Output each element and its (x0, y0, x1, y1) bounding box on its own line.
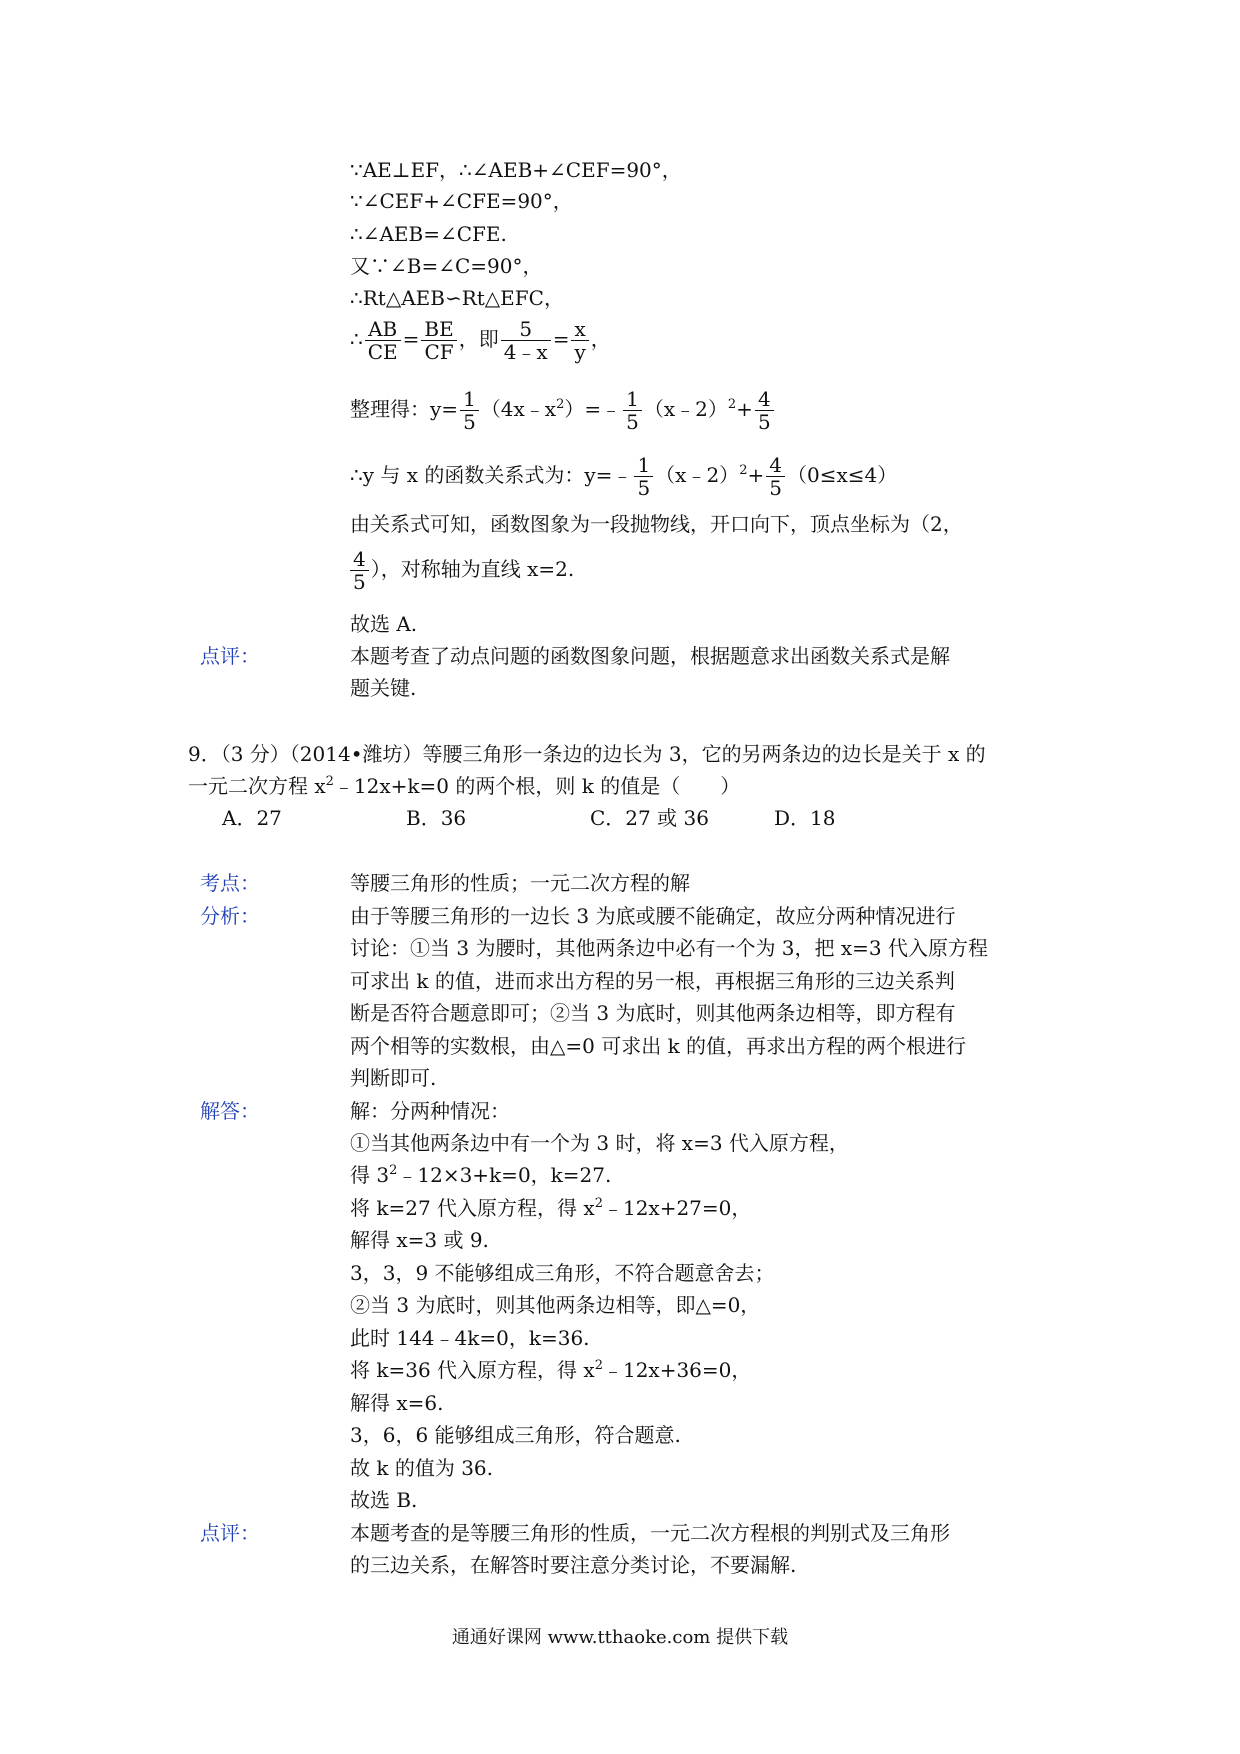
answer-line-13: 故选 B. (350, 1488, 418, 1512)
answer-line-6: 3，3，9 不能够组成三角形，不符合题意舍去； (350, 1261, 775, 1285)
question-9-line-2: 一元二次方程 $x^2﹣12x+k=0$ 的两个根，则 k 的值是（ ） (188, 774, 741, 798)
option-d: D．18 (774, 806, 836, 830)
comment-label: 点评： (200, 644, 260, 668)
answer-line-2: ①当其他两条边中有一个为 3 时，将 x=3 代入原方程， (350, 1131, 849, 1155)
answer-line-5: 解得 x=3 或 9. (350, 1228, 489, 1252)
answer-line-9: 将 k=36 代入原方程，得 $x^2﹣12x+36=0$， (350, 1358, 752, 1382)
answer-line-1: 解：分两种情况： (350, 1099, 510, 1123)
analysis-line-2: 讨论：①当 3 为腰时，其他两条边中必有一个为 3，把 x=3 代入原方程 (350, 936, 988, 960)
proof-line-1: ∵AE⊥EF，∴∠AEB+∠CEF=90°， (350, 158, 682, 182)
answer-line-7: ②当 3 为底时，则其他两条边相等，即△=0， (350, 1293, 761, 1317)
point-label: 考点： (200, 871, 260, 895)
choice-a: 故选 A. (350, 612, 418, 636)
analysis-line-1: 由于等腰三角形的一边长 3 为底或腰不能确定，故应分两种情况进行 (350, 904, 956, 928)
function-relation: ∴y 与 x 的函数关系式为：y=﹣ $\frac{1}{5}$ （x﹣2）$^2$+ $\frac{4}{5}$ （0≤x≤4） (350, 453, 898, 500)
point-text: 等腰三角形的性质；一元二次方程的解 (350, 871, 690, 895)
ratio-equation: ∴ $\frac{AB}{CE}$ = $\frac{BE}{CF}$ ，即 $\frac{5}{4﹣x}$ = $\frac{x}{y}$ ， (350, 317, 611, 364)
comment-line-2: 题关键. (350, 676, 417, 700)
proof-line-2: ∵∠CEF+∠CFE=90°， (350, 189, 573, 213)
graph-description: 由关系式可知，函数图象为一段抛物线，开口向下，顶点坐标为（2， (350, 512, 963, 536)
question-9-line-1: 9．（3 分）（2014•潍坊）等腰三角形一条边的边长为 3，它的另两条边的边长是关于 x 的 (188, 742, 986, 766)
comment-q9-line-1: 本题考查的是等腰三角形的性质，一元二次方程根的判别式及三角形 (350, 1521, 950, 1545)
comment-label-q9: 点评： (200, 1521, 260, 1545)
answer-label: 解答： (200, 1099, 260, 1123)
answer-line-8: 此时 144﹣4k=0，k=36. (350, 1326, 590, 1350)
comment-q9-line-2: 的三边关系，在解答时要注意分类讨论，不要漏解. (350, 1553, 797, 1577)
simplify-equation: 整理得：y= $\frac{1}{5}$ $(4x﹣x^2)=﹣$ $\frac{1}{5}$ （x﹣2）$^2$+ $\frac{4}{5}$ (350, 388, 776, 433)
graph-description-cont: $\frac{4}{5}$ ），对称轴为直线 x=2. (350, 548, 574, 593)
answer-line-4: 将 k=27 代入原方程，得 $x^2﹣12x+27=0$， (350, 1196, 752, 1220)
answer-line-10: 解得 x=6. (350, 1391, 444, 1415)
answer-line-11: 3，6，6 能够组成三角形，符合题意. (350, 1423, 681, 1447)
proof-line-5: ∴Rt△AEB∽Rt△EFC， (350, 286, 564, 310)
answer-line-3: 得 $3^2﹣12\times 3+k=0$，k=27. (350, 1163, 612, 1187)
page-footer: 通通好课网 www.tthaoke.com 提供下载 (451, 1627, 789, 1648)
analysis-line-3: 可求出 k 的值，进而求出方程的另一根，再根据三角形的三边关系判 (350, 969, 955, 993)
analysis-line-5: 两个相等的实数根，由△=0 可求出 k 的值，再求出方程的两个根进行 (350, 1034, 967, 1058)
answer-line-12: 故 k 的值为 36. (350, 1456, 493, 1480)
analysis-label: 分析： (200, 904, 260, 928)
comment-line-1: 本题考查了动点问题的函数图象问题，根据题意求出函数关系式是解 (350, 644, 950, 668)
option-a: A．27 (222, 806, 282, 830)
proof-line-3: ∴∠AEB=∠CFE. (350, 222, 507, 246)
option-b: B．36 (406, 806, 467, 830)
analysis-line-4: 断是否符合题意即可；②当 3 为底时，则其他两条边相等，即方程有 (350, 1001, 956, 1025)
proof-line-4: 又∵∠B=∠C=90°， (350, 254, 543, 278)
option-c: C．27 或 36 (590, 806, 709, 830)
analysis-line-6: 判断即可. (350, 1066, 437, 1090)
